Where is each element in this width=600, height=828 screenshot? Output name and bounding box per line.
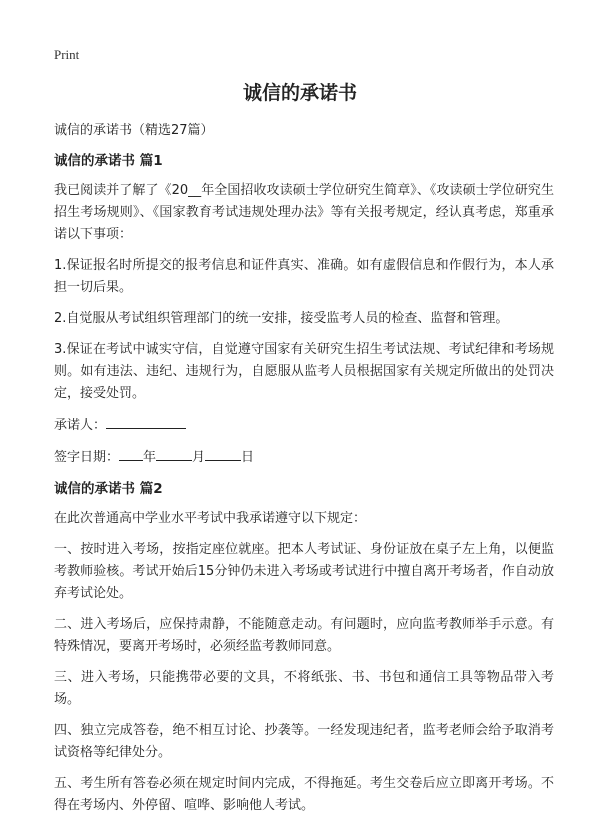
paragraph: 二、进入考场后，应保持肃静，不能随意走动。有问题时，应向监考教师举手示意。有特殊情况，要离开考场时，必须经监考教师同意。: [54, 617, 554, 654]
signer-label: 承诺人：: [54, 418, 107, 433]
paragraph: 3.保证在考试中诚实守信，自觉遵守国家有关研究生招生考试法规、考试纪律和考场规则。如有违法、违纪、违规行为，自愿服从监考人员根据国家有关规定所做出的处罚决定，接受处罚。: [54, 342, 554, 401]
paragraph: 三、进入考场，只能携带必要的文具，不将纸张、书、书包和通信工具等物品带入考场。: [54, 670, 554, 707]
document-subtitle: 诚信的承诺书（精选27篇）: [54, 123, 214, 138]
paragraph: 一、按时进入考场，按指定座位就座。把本人考试证、身份证放在桌子左上角，以便监考教师验核。考试开始后15分钟仍未进入考场或考试进行中擅自离开考场者，作自动放弃考试论处。: [54, 542, 554, 601]
date-month-label: 月: [192, 450, 206, 465]
signer-blank: [106, 414, 186, 429]
paragraph: 2.自觉服从考试组织管理部门的统一安排，接受监考人员的检查、监督和管理。: [54, 311, 509, 326]
paragraph: 在此次普通高中学业水平考试中我承诺遵守以下规定：: [54, 511, 367, 526]
signer-line: [54, 414, 554, 437]
date-day-label: 日: [241, 450, 255, 465]
paragraph: 四、独立完成答卷，绝不相互讨论、抄袭等。一经发现违纪者，监考老师会给予取消考试资格等纪律处分。: [54, 723, 554, 760]
section-heading: 诚信的承诺书 篇2: [54, 481, 163, 497]
date-line: [54, 446, 554, 469]
year-blank: [119, 446, 143, 461]
document-body: [54, 120, 554, 826]
section-1: [54, 150, 554, 469]
print-link[interactable]: Print: [54, 47, 80, 62]
paragraph: 五、考生所有答卷必须在规定时间内完成，不得拖延。考生交卷后应立即离开考场。不得在考场内、外停留、喧哗、影响他人考试。: [54, 776, 554, 813]
page-title: 诚信的承诺书: [242, 82, 357, 104]
day-blank: [205, 446, 241, 461]
month-blank: [156, 446, 192, 461]
section-2: [54, 478, 554, 817]
paragraph: 我已阅读并了解了《20__年全国招收攻读硕士学位研究生简章》、《攻读硕士学位研究生招生考场规则》、《国家教育考试违规处理办法》等有关报考规定，经认真考虑，郑重承诺以下事项：: [54, 183, 554, 242]
paragraph: 1.保证报名时所提交的报考信息和证件真实、准确。如有虚假信息和作假行为，本人承担一切后果。: [54, 258, 554, 295]
section-heading: 诚信的承诺书 篇1: [54, 153, 163, 169]
date-label: 签字日期：: [54, 450, 120, 465]
date-year-label: 年: [143, 450, 157, 465]
